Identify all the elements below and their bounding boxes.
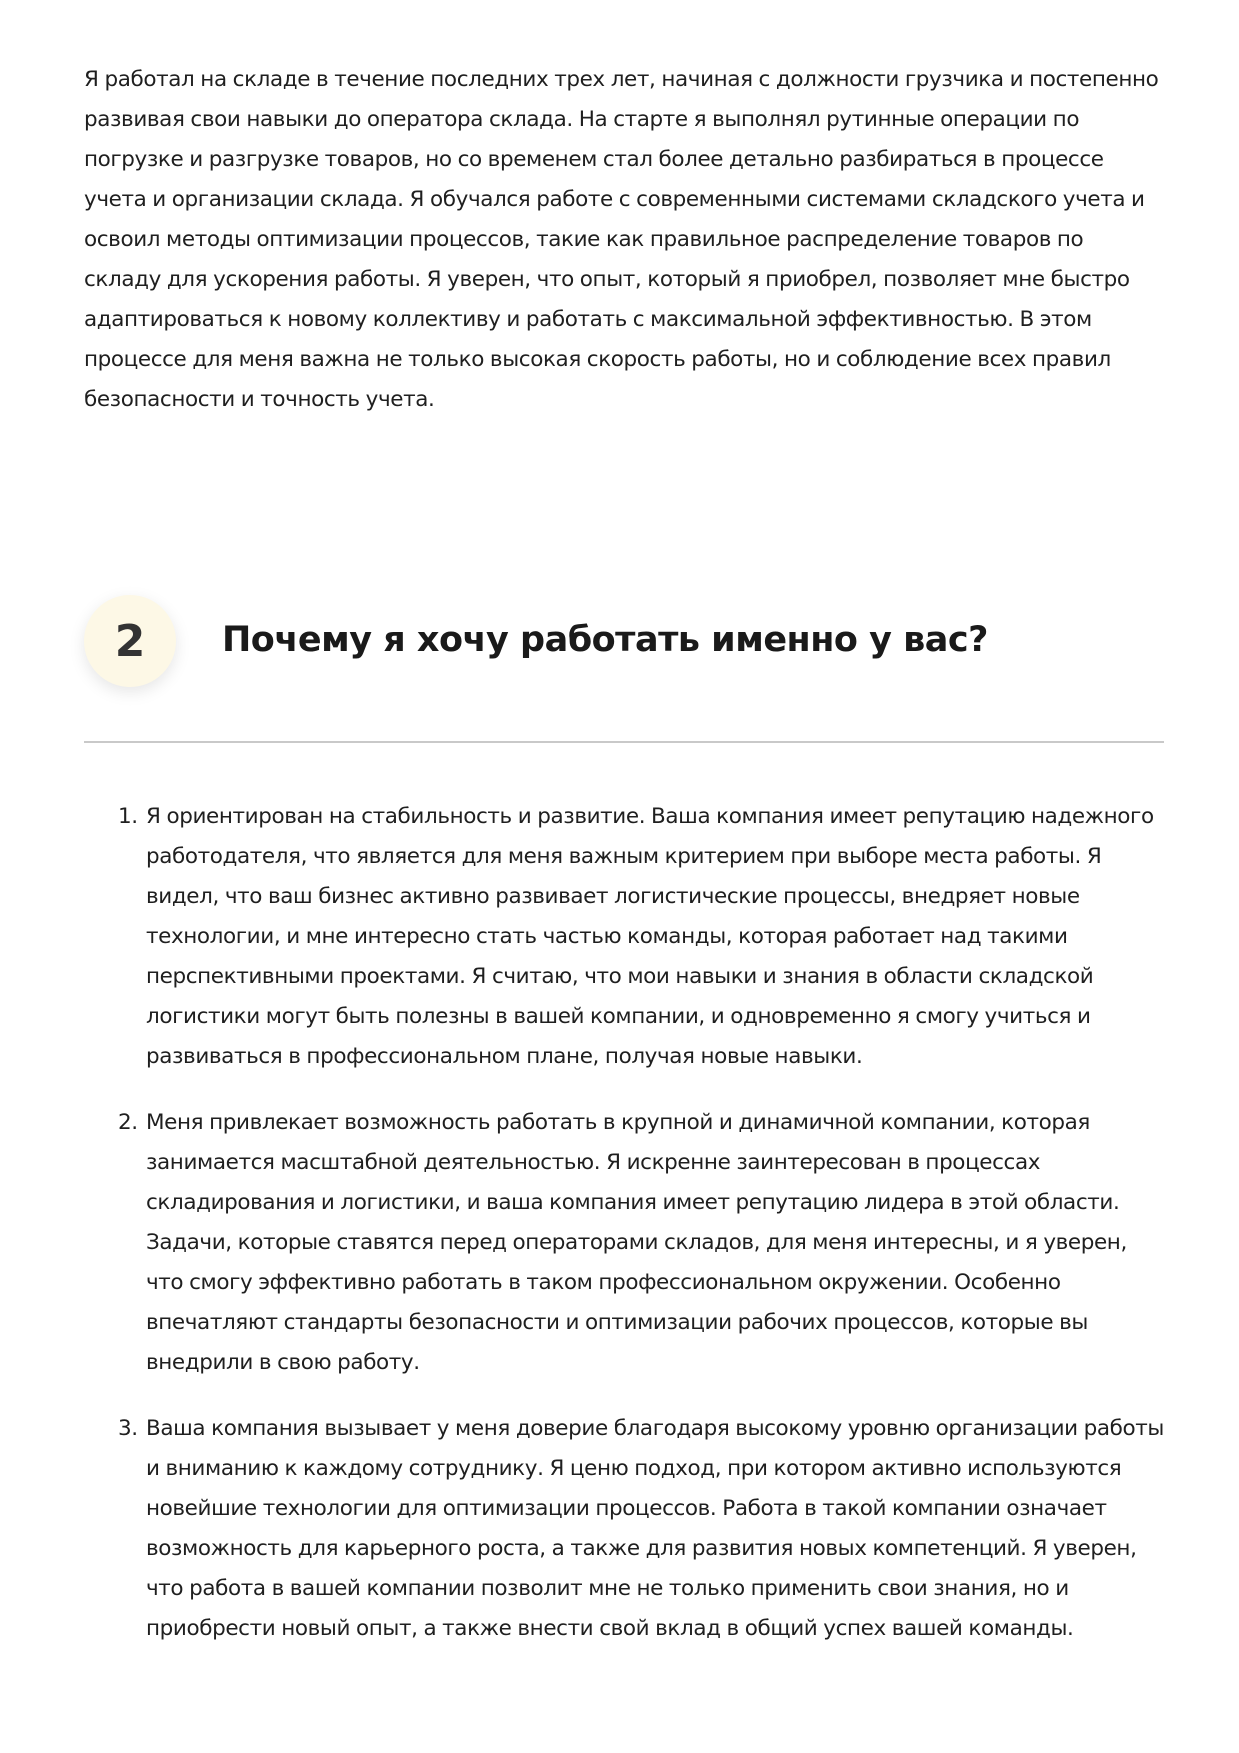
section-number-badge: 2 <box>84 595 176 687</box>
section-title: Почему я хочу работать именно у вас? <box>222 620 988 660</box>
document-page <box>84 60 1164 1641</box>
section-header <box>84 595 1164 743</box>
list-item-number: 2. <box>118 1110 138 1135</box>
list-item-number: 3. <box>118 1416 138 1441</box>
list-item <box>84 1409 1164 1649</box>
list-item-text: Ваша компания вызывает у меня доверие благодаря высокому уровню организации работы и вниманию к каждому сотруднику. Я ценю подход, при котором активно используются новейшие технологии для оптимизации процессов. Работа в такой компании означает возможность для карьерного роста, а также для развития новых компетенций. Я уверен, что работа в вашей компании позволит мне не только применить свои знания, но и приобрести новый опыт, а также внести свой вклад в общий успех вашей команды. <box>146 1416 1164 1641</box>
reasons-list <box>84 797 1164 1675</box>
list-item-text: Я ориентирован на стабильность и развитие. Ваша компания имеет репутацию надежного работодателя, что является для меня важным критерием при выборе места работы. Я видел, что ваш бизнес активно развивает логистические процессы, внедряет новые технологии, и мне интересно стать частью команды, которая работает над такими перспективными проектами. Я считаю, что мои навыки и знания в области складской логистики могут быть полезны в вашей компании, и одновременно я смогу учиться и развиваться в профессиональном плане, получая новые навыки. <box>146 804 1154 1069</box>
list-item <box>84 1103 1164 1383</box>
list-item-number: 1. <box>118 804 138 829</box>
list-item-text: Меня привлекает возможность работать в крупной и динамичной компании, которая занимается масштабной деятельностью. Я искренне заинтересован в процессах складирования и логистики, и ваша компания имеет репутацию лидера в этой области. Задачи, которые ставятся перед операторами складов, для меня интересны, и я уверен, что смогу эффективно работать в таком профессиональном окружении. Особенно впечатляют стандарты безопасности и оптимизации рабочих процессов, которые вы внедрили в свою работу. <box>146 1110 1127 1375</box>
intro-paragraph: Я работал на складе в течение последних трех лет, начиная с должности грузчика и постепенно развивая свои навыки до оператора склада. На старте я выполнял рутинные операции по погрузке и разгрузке товаров, но со временем стал более детально разбираться в процессе учета и организации склада. Я обучался работе с современными системами складского учета и освоил методы оптимизации процессов, такие как правильное распределение товаров по складу для ускорения работы. Я уверен, что опыт, который я приобрел, позволяет мне быстро адаптироваться к новому коллективу и работать с максимальной эффективностью. В этом процессе для меня важна не только высокая скорость работы, но и соблюдение всех правил безопасности и точность учета. <box>84 67 1159 412</box>
list-item <box>84 797 1164 1077</box>
